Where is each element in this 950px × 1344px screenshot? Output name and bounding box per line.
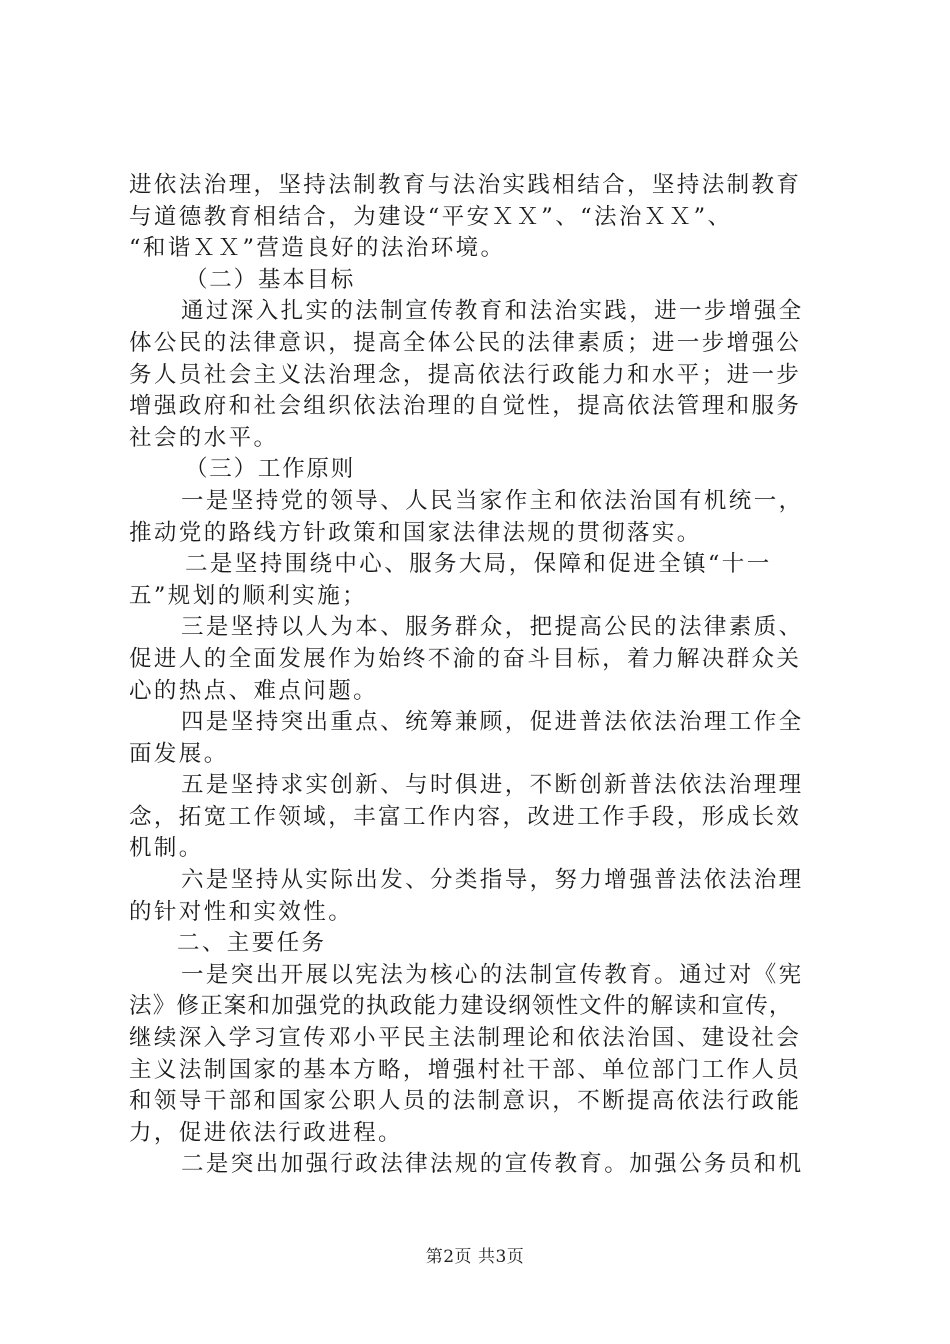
text-line: 进依法治理，坚持法制教育与法治实践相结合，坚持法制教育 xyxy=(129,172,802,198)
page-number-footer: 第2页 共3页 xyxy=(425,1247,525,1267)
text-line: “和谐ＸＸ”营造良好的法治环境。 xyxy=(129,235,506,262)
text-line: 一是坚持党的领导、人民当家作主和依法治国有机统一， xyxy=(181,487,804,514)
text-line: 三是坚持以人为本、服务群众，把提高公民的法律素质、 xyxy=(181,614,804,641)
text-line: 五”规划的顺利实施； xyxy=(129,582,368,609)
text-line: 力，促进依法行政进程。 xyxy=(129,1119,403,1146)
text-line: 促进人的全面发展作为始终不渝的奋斗目标，着力解决群众关 xyxy=(129,645,802,672)
text-line: 面发展。 xyxy=(129,740,229,767)
text-line: 二是坚持围绕中心、服务大局，保障和促进全镇“十一 xyxy=(185,551,772,578)
text-line: 心的热点、难点问题。 xyxy=(129,677,379,704)
text-line: 主义法制国家的基本方略，增强村社干部、单位部门工作人员 xyxy=(129,1056,802,1083)
text-line: 的针对性和实效性。 xyxy=(129,898,354,925)
section-heading: （三）工作原则 xyxy=(185,456,356,483)
text-line: 与道德教育相结合，为建设“平安ＸＸ”、“法治ＸＸ”、 xyxy=(129,203,733,230)
text-line: 务人员社会主义法治理念，提高依法行政能力和水平；进一步 xyxy=(129,361,802,388)
text-line: 五是坚持求实创新、与时俱进，不断创新普法依法治理理 xyxy=(181,772,804,799)
document-body xyxy=(129,170,841,1181)
text-line: 和领导干部和国家公职人员的法制意识，不断提高依法行政能 xyxy=(129,1088,802,1115)
text-line: 增强政府和社会组织依法治理的自觉性，提高依法管理和服务 xyxy=(129,393,802,420)
text-line: 二是突出加强行政法律法规的宣传教育。加强公务员和机 xyxy=(181,1151,804,1178)
text-line: 念，拓宽工作领域，丰富工作内容，改进工作手段，形成长效 xyxy=(129,803,802,830)
text-line: 法》修正案和加强党的执政能力建设纲领性文件的解读和宣传， xyxy=(129,993,793,1020)
text-line: 四是坚持突出重点、统筹兼顾，促进普法依法治理工作全 xyxy=(181,709,804,736)
text-line: 六是坚持从实际出发、分类指导，努力增强普法依法治理 xyxy=(181,867,804,894)
section-heading: （二）基本目标 xyxy=(185,266,356,293)
text-line: 通过深入扎实的法制宣传教育和法治实践，进一步增强全 xyxy=(181,298,804,325)
text-line: 一是突出开展以宪法为核心的法制宣传教育。通过对《宪 xyxy=(181,961,804,988)
text-line: 机制。 xyxy=(129,835,204,862)
text-line: 体公民的法律意识，提高全体公民的法律素质；进一步增强公 xyxy=(129,329,802,356)
text-line: 社会的水平。 xyxy=(129,424,279,451)
text-line: 推动党的路线方针政策和国家法律法规的贯彻落实。 xyxy=(129,519,702,546)
section-heading: 二、主要任务 xyxy=(177,930,327,957)
text-line: 继续深入学习宣传邓小平民主法制理论和依法治国、建设社会 xyxy=(129,1025,802,1052)
